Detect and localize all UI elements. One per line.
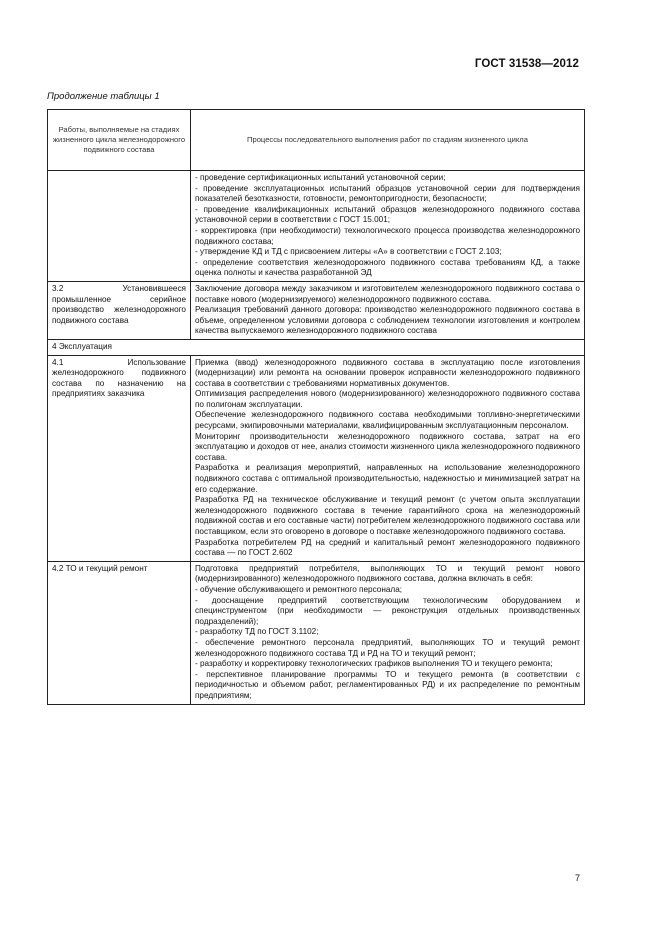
paragraph: Подготовка предприятий потребителя, выполняющих ТО и текущий ремонт нового (модернизированного) железнодорожного подвижного состава, должна включать в себя: — [195, 563, 580, 584]
table-caption: Продолжение таблицы 1 — [47, 91, 160, 102]
row3-left: 4.2 ТО и текущий ремонт — [48, 561, 191, 704]
table-row — [48, 171, 585, 282]
row1-right — [191, 281, 585, 339]
row3-right — [191, 561, 585, 704]
section-4-heading: 4 Эксплуатация — [48, 339, 585, 355]
paragraph: Разработка и реализация мероприятий, направленных на использование железнодорожного подвижного состава с оптимальной производительностью, надежностью и минимизацией затрат на его содержание. — [195, 463, 580, 494]
list-item: - корректировка (при необходимости) технологического процесса производства железнодорожного подвижного состава; — [195, 225, 580, 246]
list-item: - проведение сертификационных испытаний установочной серии; — [195, 173, 446, 182]
list-item: - разработку ТД по ГОСТ 3.1102; — [195, 627, 319, 637]
life-cycle-table — [47, 109, 585, 705]
table-row — [48, 561, 585, 704]
paragraph: Обеспечение железнодорожного подвижного состава необходимыми топливно-энергетическими ресурсами, экипировочными материалами, квалифицированным эксплуатационным персоналом. — [195, 410, 580, 431]
paragraph: Приемка (ввод) железнодорожного подвижного состава в эксплуатацию после изготовления (модернизации) или ремонта на основании проверок исправности железнодорожного подвижного состава в соответствии с требованиями нормативных документов. — [195, 357, 580, 388]
row0-right — [191, 171, 585, 282]
paragraph: Разработка потребителем РД на средний и капитальный ремонт железнодорожного подвижного состава — по ГОСТ 2.602 — [195, 537, 580, 558]
section-row — [48, 339, 585, 355]
col2-header: Процессы последовательного выполнения работ по стадиям жизненного цикла — [191, 110, 585, 171]
table-row — [48, 281, 585, 339]
list-item: - дооснащение предприятий соответствующим технологическим оборудованием и специнструментом (при необходимости — реконструкция отдельных производственных подразделений); — [195, 595, 580, 626]
paragraph: Разработка РД на техническое обслуживание и текущий ремонт (с учетом опыта эксплуатации железнодорожного подвижного состава в течение гарантийного срока на железнодорожный подвижной состав и его составные части) потребителем железнодорожного подвижного состава или поставщиком, если это оговорено в договоре о поставке железнодорожного подвижного состава. — [195, 495, 580, 536]
list-item: - разработку и корректировку технологических графиков выполнения ТО и текущего ремонта; — [195, 659, 553, 669]
page-number: 7 — [574, 873, 580, 883]
list-item: - обеспечение ремонтного персонала предприятий, выполняющих ТО и текущий ремонт железнодорожного подвижного состава ТД и РД на ТО и текущий ремонт; — [195, 637, 580, 658]
table-row — [48, 355, 585, 561]
list-item: - проведение эксплуатационных испытаний образцов установочной серии для подтверждения показателей безотказности, готовности, ремонтопригодности, безопасности; — [195, 183, 580, 204]
list-item: - перспективное планирование программы ТО и текущего ремонта (в соответствии с периодичностью и объемом работ, регламентированных РД) и их распределение по ремонтным предприятиям; — [195, 669, 580, 700]
paragraph: Заключение договора между заказчиком и изготовителем железнодорожного подвижного состава о поставке нового (модернизируемого) железнодорожного подвижного состава. — [195, 283, 580, 304]
standard-code: ГОСТ 31538—2012 — [474, 58, 579, 70]
list-item: - обучение обслуживающего и ремонтного персонала; — [195, 584, 403, 594]
paragraph: Мониторинг производительности железнодорожного подвижного состава, затрат на его эксплуатацию и доходов от нее, анализ стоимости жизненного цикла железнодорожного подвижного состава. — [195, 431, 580, 462]
list-item: - утверждение КД и ТД с присвоением литеры «А» в соответствии с ГОСТ 2.103; — [195, 247, 502, 257]
paragraph: Оптимизация распределения нового (модернизированного) железнодорожного подвижного состава по полигонам эксплуатации. — [195, 389, 580, 409]
row2-right — [191, 355, 585, 561]
list-item: - проведение квалификационных испытаний образцов железнодорожного подвижного состава установочной серии в соответствии с ГОСТ 15.001; — [195, 204, 580, 225]
col1-header: Работы, выполняемые на стадиях жизненного цикла железнодорожного подвижного состава — [48, 110, 191, 171]
list-item: - определение соответствия железнодорожного подвижного состава требованиям КД, а также оценка полноты и качества разработанной ЭД — [195, 257, 580, 278]
row0-left — [48, 171, 191, 282]
row2-left: 4.1 Использование железнодорожного подвижного состава по назначению на предприятиях заказчика — [48, 355, 191, 561]
row1-left: 3.2 Установившееся промышленное серийное производство железнодорожного подвижного состава — [48, 281, 191, 339]
table-header-row — [48, 110, 585, 171]
paragraph: Реализация требований данного договора: производство железнодорожного подвижного состава в объеме, определенном условиями договора с соблюдением технологии изготовления и контролем качества выпускаемого железнодорожного подвижного состава — [195, 305, 580, 336]
